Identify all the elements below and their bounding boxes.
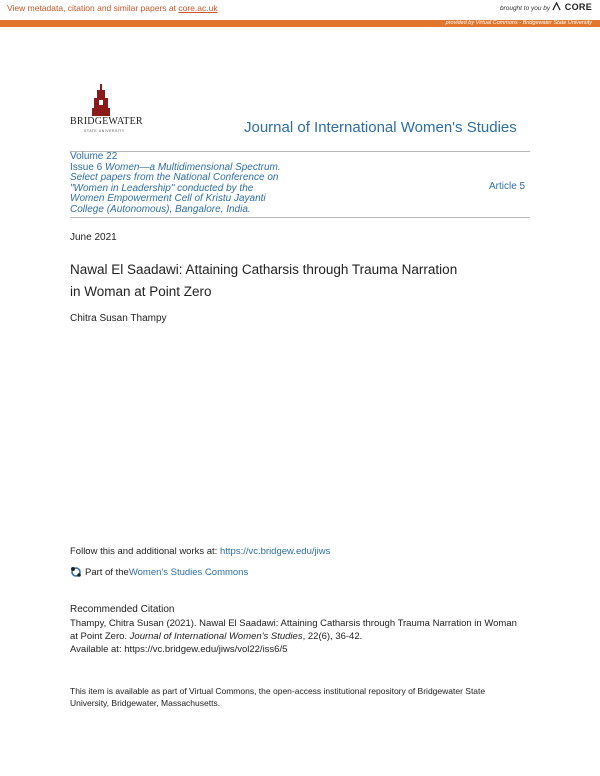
core-banner — [0, 0, 600, 20]
core-metadata-link[interactable]: View metadata, citation and similar papers at core.ac.uk — [7, 3, 218, 13]
publication-date: June 2021 — [70, 232, 117, 243]
issue-line-4[interactable]: Women Empowerment Cell of Kristu Jayanti — [70, 193, 266, 205]
author-name: Chitra Susan Thampy — [70, 313, 167, 324]
issue-line-3[interactable]: "Women in Leadership" conducted by the — [70, 182, 254, 194]
core-logo-icon — [552, 2, 561, 11]
volume-link[interactable]: Volume 22 — [70, 151, 118, 162]
part-of-line: Part of the Women's Studies Commons — [70, 566, 248, 578]
brought-to-you-by: brought to you by CORE — [499, 2, 592, 12]
volume-issue-block — [70, 152, 330, 216]
recommended-citation-heading: Recommended Citation — [70, 604, 175, 615]
commons-network-icon — [70, 566, 82, 578]
issue-line-2[interactable]: Select papers from the National Conference on — [70, 172, 279, 184]
core-ac-uk-link[interactable]: core.ac.uk — [178, 3, 218, 13]
follow-line: Follow this and additional works at: https://vc.bridgew.edu/jiws — [70, 546, 331, 557]
issue-link[interactable]: Issue 6 Women—a Multidimensional Spectrum. — [70, 161, 281, 173]
issue-line-5[interactable]: College (Autonomous), Bangalore, India. — [70, 203, 251, 215]
logo-subtitle: STATE UNIVERSITY — [84, 129, 125, 133]
follow-url-link[interactable]: https://vc.bridgew.edu/jiws — [219, 546, 331, 557]
citation-available-at[interactable]: Available at: https://vc.bridgew.edu/jiws/vol22/iss6/5 — [70, 644, 288, 655]
provided-by-text[interactable]: provided by Virtual Commons - Bridgewater State University — [445, 20, 592, 26]
paper-title: Nawal El Saadawi: Attaining Catharsis through Trauma Narration in Woman at Point Zero — [70, 262, 458, 299]
article-number-link[interactable]: Article 5 — [489, 181, 526, 192]
core-name[interactable]: CORE — [564, 2, 592, 12]
journal-title[interactable]: Journal of International Women's Studies — [244, 119, 517, 136]
repository-footer: This item is available as part of Virtual Commons, the open-access institutional repository of Bridgewater State University, Bridgewater, Massachusetts. — [70, 686, 486, 708]
citation-text: Thampy, Chitra Susan (2021). Nawal El Saadawi: Attaining Catharsis through Trauma Narration in Woman at Point Zero. Journal of International Women's Studies, 22(6), 36-42. Available at: https://vc.bridgew.edu/jiws/vol22/iss6/5 — [70, 617, 532, 656]
womens-studies-commons-link[interactable]: Women's Studies Commons — [128, 566, 249, 578]
logo-name: BRIDGEWATER — [70, 116, 143, 127]
divider-bottom — [70, 217, 530, 218]
